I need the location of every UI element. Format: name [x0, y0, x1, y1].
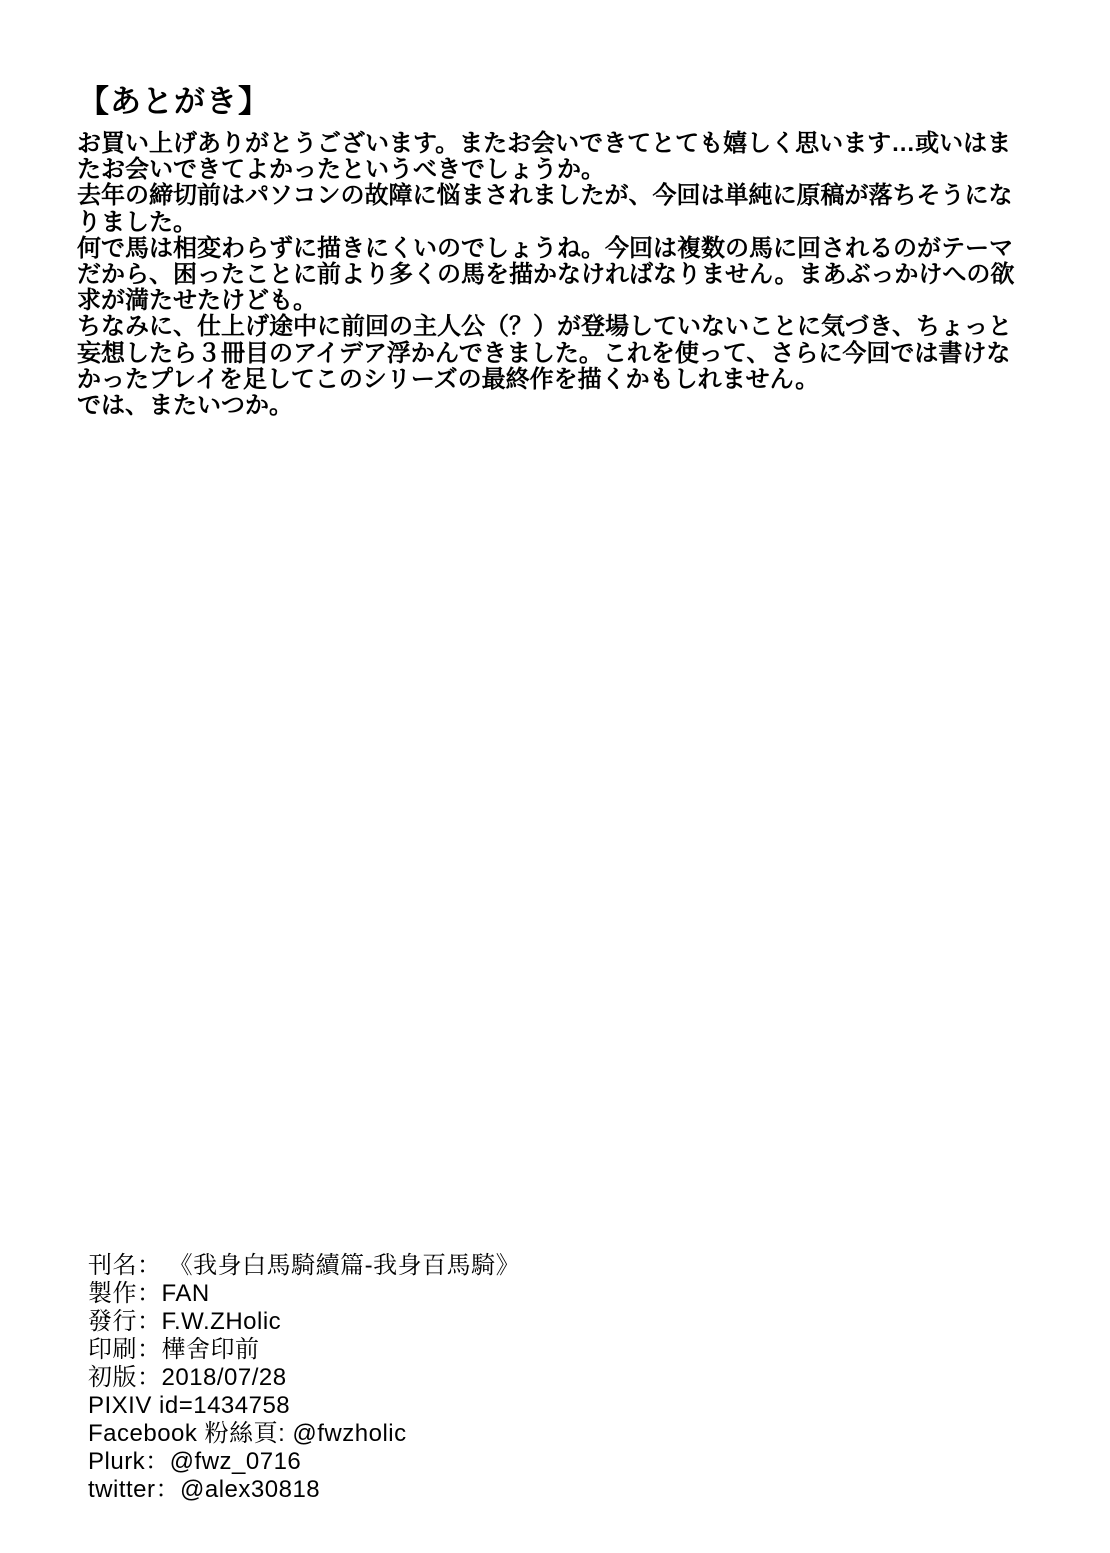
text-line: お買い上げありがとうございます。またお会いできてとても嬉しく思います…或いはま: [77, 130, 1012, 157]
text-line: 去年の締切前はパソコンの故障に悩まされましたが、今回は単純に原稿が落ちそうにな: [77, 182, 1013, 210]
paragraph-horses: [77, 236, 1014, 315]
colophon-line-plurk: Plurk：@fwz_0716: [88, 1448, 302, 1475]
afterword-text: [77, 131, 1014, 419]
colophon-line-first-edition: 初版：2018/07/28: [88, 1364, 287, 1391]
text-line: だから、困ったことに前より多くの馬を描かなければなりません。まあぶっかけへの欲: [77, 261, 1015, 289]
colophon-line-facebook: Facebook 粉絲頁: @fwzholic: [88, 1420, 407, 1447]
page-title: 【あとがき】: [78, 84, 270, 119]
colophon: [88, 1252, 520, 1504]
colophon-line-twitter: twitter：@alex30818: [88, 1476, 321, 1503]
colophon-line-pixiv-id: PIXIV id=1434758: [88, 1392, 291, 1419]
text-line: たお会いできてよかったというべきでしょうか。: [77, 156, 605, 184]
paragraph-thanks: [77, 131, 1014, 183]
paragraph-deadline: [77, 183, 1014, 235]
text-line: 何で馬は相変わらずに描きにくいのでしょうね。今回は複数の馬に回されるのがテーマ: [77, 234, 1013, 262]
text-line: ちなみに、仕上げ途中に前回の主人公（？）が登場していないことに気づき、ちょっと: [77, 313, 1013, 341]
paragraph-next-book: [77, 314, 1014, 393]
paragraph-farewell: [77, 393, 1014, 419]
text-line: では、またいつか。: [77, 392, 293, 420]
colophon-line-book-title: 刊名： 《我身白馬騎續篇-我身百馬騎》: [88, 1252, 521, 1279]
colophon-line-production: 製作：FAN: [88, 1280, 210, 1307]
text-line: 求が満たせたけども。: [77, 287, 317, 315]
text-line: 妄想したら３冊目のアイデア浮かんできました。これを使って、さらに今回では書けな: [77, 339, 1011, 367]
colophon-line-publisher: 發行：F.W.ZHolic: [88, 1308, 282, 1335]
text-line: かったプレイを足してこのシリーズの最終作を描くかもしれません。: [77, 365, 820, 393]
text-line: りました。: [77, 208, 197, 236]
colophon-line-printer: 印刷：樺舍印前: [88, 1336, 260, 1363]
